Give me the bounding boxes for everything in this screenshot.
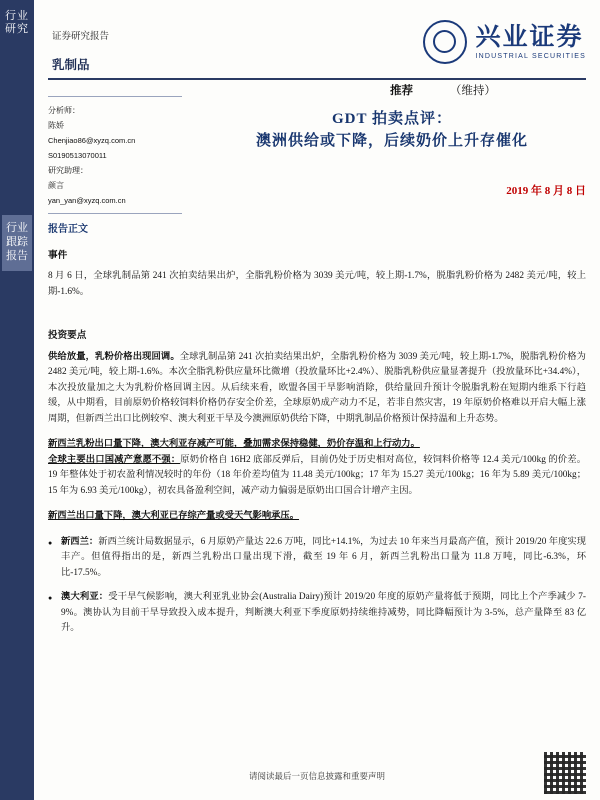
page-header — [34, 0, 600, 78]
product-name: 乳制品 — [52, 58, 90, 72]
list-item — [48, 590, 586, 637]
analyst-name: 陈娇 — [48, 121, 64, 130]
logo-name-en: INDUSTRIAL SECURITIES — [475, 52, 586, 60]
report-type-label: 证券研究报告 — [52, 32, 110, 42]
point-2-lead-a: 新西兰乳粉出口量下降，澳大利亚存减产可能，叠加需求保持稳健，奶价存温和上行动力。 — [48, 439, 420, 449]
rating-row — [390, 82, 580, 98]
rating-maintain: （维持） — [449, 85, 496, 97]
body-spacer — [48, 310, 586, 320]
bullet-list — [48, 535, 586, 637]
bullet-0-lead: 新西兰： — [61, 536, 99, 547]
left-spine — [0, 0, 34, 800]
bullet-1-lead: 澳大利亚： — [61, 592, 109, 602]
bullet-1-text: 受干旱气候影响，澳大利亚乳业协会(Australia Dairy)预计 2019/20 年度的原奶产量将低于预期，同比上个产季减少 7-9%。澳协认为目前干旱导致投入成本提升，判断澳大利亚下季度原奶持续维持减势，同比降幅预计为 3-5%，总产量降至 83 亿升。 — [61, 592, 586, 633]
analyst-divider-top — [48, 96, 182, 97]
rating-label: 推荐 — [390, 85, 413, 97]
analyst-label: 分析师： — [48, 106, 80, 115]
report-date: 2019 年 8 月 8 日 — [506, 185, 586, 197]
analyst-info — [48, 96, 188, 219]
title-line-2: 澳洲供给或下降，后续奶价上升存催化 — [255, 133, 528, 149]
spine-category-label: 行业 — [6, 222, 28, 234]
footer-disclaimer: 请阅读最后一页信息披露和重要声明 — [248, 771, 385, 781]
point-2-paragraph — [48, 437, 586, 499]
analyst-email[interactable]: Chenjiao86@xyzq.com.cn — [48, 136, 136, 145]
company-logo — [423, 20, 586, 64]
point-1-text: 全球乳制品第 241 次拍卖结果出炉，全脂乳粉价格为 3039 美元/吨，较上期-1.7%，脱脂乳粉价格为 2482 美元/吨，较上期-1.6%。本次全脂乳粉供应量环比微增（投放量环比+2.4%）、脱脂乳粉供应量显著提升（投放量环比+34.4%），本次投放量加之大为乳粉价格回调主因。从后续来看，欧盟各国干旱影响消除，供给量回升预计令脱脂乳粉在短期内维系下行趋缓，从中期看，目前原奶价格较饲料价格仍存安全价差，全球原奶成产动力不足，若非自然灾害，19 年原奶价格难以开启大幅上涨周期，但新西兰出口比例较窄、澳大利亚干旱及今澳洲原奶供给下降，中期乳制品价格预计保持温和上升态势。 — [48, 351, 586, 424]
bullet-0-text: 新西兰统计局数据显示，6 月原奶产量达 22.6 万吨，同比+14.1%，为过去 10 年来当月最高产值，预计 2019/20 年度实现丰产。但值得指出的是，新西兰乳粉出口量出现下滑，截至 19 年 6 月，新西兰乳粉出口量为 11.8 万吨，同比-6.3%，环比-17.5%。 — [61, 536, 586, 578]
section-main-heading: 报告正文 — [48, 224, 88, 235]
qr-code-icon — [544, 752, 586, 794]
assistant-email[interactable]: yan_yan@xyzq.com.cn — [48, 196, 126, 205]
event-paragraph: 8 月 6 日，全球乳制品第 241 次拍卖结果出炉，全脂乳粉价格为 3039 美元/吨，较上期-1.7%，脱脂乳粉价格为 2482 美元/吨，较上期-1.6%。 — [48, 271, 586, 297]
point-3-lead: 新西兰出口量下降，澳大利亚已存综产量或受天气影响承压。 — [48, 511, 300, 521]
analyst-divider-bottom — [48, 213, 182, 214]
report-body — [48, 222, 586, 646]
assistant-name: 颜言 — [48, 181, 64, 190]
point-1-paragraph — [48, 350, 586, 428]
title-line-1: GDT 拍卖点评： — [332, 111, 452, 127]
point-2-lead-b: 全球主要出口国减产意愿不强： — [48, 454, 181, 465]
analyst-certificate: S0190513070011 — [48, 151, 107, 160]
list-item — [48, 535, 586, 582]
header-divider — [48, 78, 586, 80]
logo-circle-icon — [423, 20, 467, 64]
spine-category-block — [2, 215, 32, 271]
assistant-label: 研究助理： — [48, 166, 88, 175]
spine-top-label: 行业研究 — [5, 10, 29, 35]
investment-points-heading: 投资要点 — [48, 330, 87, 341]
logo-name-cn: 兴业证券 — [475, 23, 584, 51]
point-2-text: 原奶价格自 16H2 底部反弹后，目前仍处于历史相对高位，较饲料价格等 12.4 美元/100kg 的价差。19 年整体处于初农盈利情况较时的年份（18 年价差均值为 11.48 美元/100kg；17 年为 15.27 美元/100kg；16 年为 5.89 美元/100kg；15 年为 6.93 美元/100kg），初农具备盈利空间，减产动力偏弱是原奶出口国合计增产主因。 — [48, 454, 586, 496]
page-title — [196, 108, 588, 152]
spine-subcategory-label: 跟踪报告 — [6, 236, 28, 262]
point-1-lead: 供给放量，乳粉价格出现回调。 — [48, 351, 180, 362]
event-heading: 事件 — [48, 249, 68, 261]
point-3-paragraph — [48, 509, 586, 525]
